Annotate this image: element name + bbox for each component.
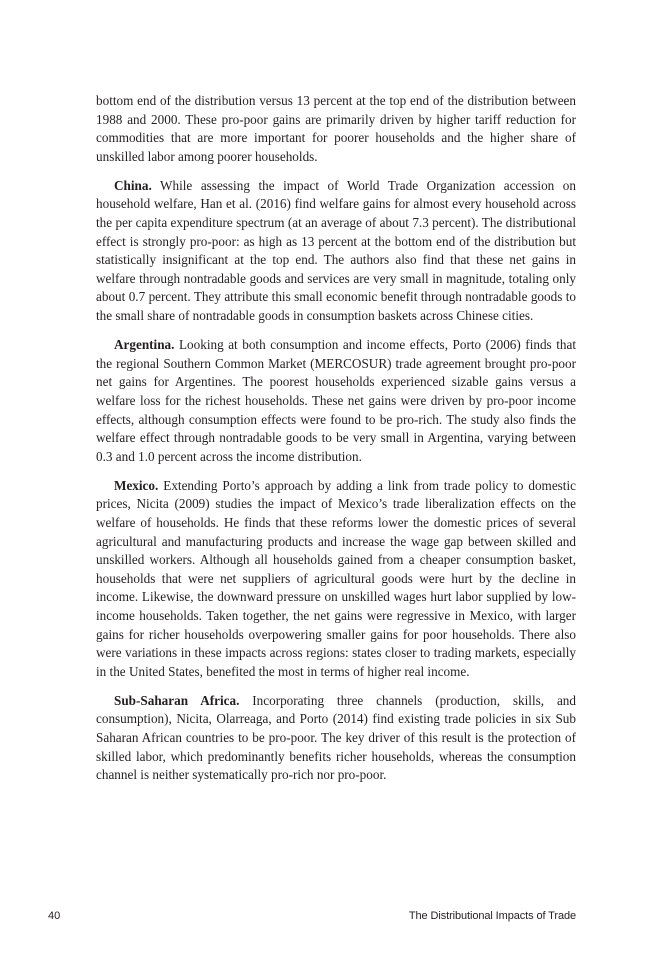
paragraph-argentina <box>96 336 576 466</box>
paragraph-text: Looking at both consumption and income effects, Porto (2006) finds that the regional Southern Common Market (MERCOSUR) trade agreement brought pro-poor net gains for Argentines. The poorest households experienced sizable gains versus a welfare loss for the richest households. These net gains were driven by pro-poor income effects, although consumption effects were found to be pro-rich. The study also finds the welfare effect through nontradable goods to be very small in Argentina, varying between 0.3 and 1.0 percent across the income distribution. <box>96 337 576 464</box>
heading-mexico: Mexico. <box>114 477 159 493</box>
continuation-paragraph: bottom end of the distribution versus 13 percent at the top end of the distribution between 1988 and 2000. These pro-poor gains are primarily driven by higher tariff reduction for commodities that are more important for poorer households and the higher share of unskilled labor among poorer households. <box>96 93 576 164</box>
paragraph-text: Extending Porto’s approach by adding a link from trade policy to domestic prices, Nicita (2009) studies the impact of Mexico’s trade liberalization effects on the welfare of households. He finds that these reforms lower the domestic prices of several agricultural and manufacturing products and increase the wage gap between skilled and unskilled workers. Although all households gained from a cheaper consumption basket, households that were net suppliers of agricultural goods were hurt by the decline in income. Likewise, the downward pressure on unskilled wages hurt labor supplied by low-income households. Taken together, the net gains were regressive in Mexico, with larger gains for richer households overpowering smaller gains for poor households. There also were variations in these impacts across regions: states closer to trading markets, especially in the United States, benefited the most in terms of higher real income. <box>96 477 576 679</box>
paragraph-mexico <box>96 477 576 682</box>
heading-sub-saharan-africa: Sub-Saharan Africa. <box>114 692 240 708</box>
paragraph-text: While assessing the impact of World Trade Organization accession on household welfare, Han et al. (2016) find welfare gains for almost every household across the per capita expenditure spectrum (at an average of about 7.3 percent). The distributional effect is strongly pro-poor: as high as 13 percent at the bottom end of the distribution but statistically insignificant at the top end. The authors also find that these net gains in welfare through nontradable goods and services are very small in magnitude, totaling only about 0.7 percent. They attribute this small economic benefit through nontradable goods to the small share of nontradable goods in consumption baskets across Chinese cities. <box>96 177 576 324</box>
heading-china: China. <box>114 177 152 193</box>
paragraph-china <box>96 177 576 326</box>
heading-argentina: Argentina. <box>114 337 175 353</box>
body-text <box>96 92 576 795</box>
page-footer <box>0 910 672 930</box>
page-number: 40 <box>48 910 61 922</box>
paragraph-text: Incorporating three channels (production, skills, and consumption), Nicita, Olarreaga, and Porto (2014) find existing trade policies in six Sub Saharan African countries to be pro-poor. The key driver of this result is the protection of skilled labor, which predominantly benefits richer households, whereas the consumption channel is neither systematically pro-rich nor pro-poor. <box>96 692 576 783</box>
running-title: The Distributional Impacts of Trade <box>408 910 576 922</box>
paragraph-sub-saharan-africa <box>96 692 576 785</box>
